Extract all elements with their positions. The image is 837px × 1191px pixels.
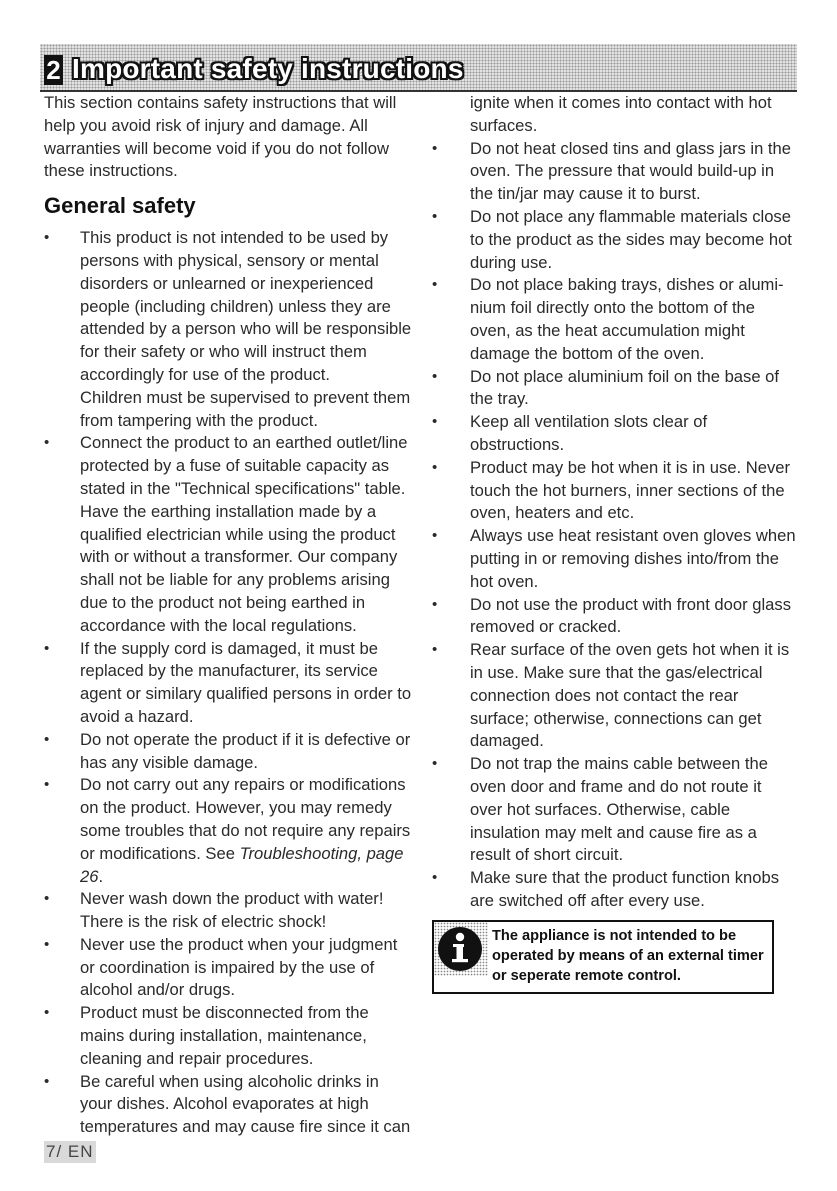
continued-text: ignite when it comes into contact with hot surfaces. (470, 93, 772, 135)
list-item-text: If the supply cord is damaged, it must be replaced by the manufacturer, its service agent or similary qualified persons in order to avoid a hazard. (80, 638, 412, 726)
list-item (44, 227, 414, 432)
list-item-text: Never wash down the product with water! There is the risk of electric shock! (80, 889, 384, 932)
info-icon (434, 922, 488, 976)
list-item: • Rear surface of the oven gets hot when it is in use. Make sure that the gas/electrical connection does not contact the rear surface; otherwise, connections can get damaged. (432, 639, 798, 753)
list-item (44, 1002, 414, 1070)
info-note-box (432, 920, 774, 994)
list-item: • Do not place baking trays, dishes or alumi-nium foil directly onto the bottom of the oven, as the heat accumulation might damage the bottom of the oven. (432, 274, 798, 365)
list-item-text: Never use the product when your judgment or coordination is impaired by the use of alcohol and/or drugs. (80, 934, 398, 1000)
list-item (44, 888, 414, 934)
troubleshooting-reference: Troubleshooting, page 26 (80, 843, 404, 886)
list-item-text: Do not operate the product if it is defective or has any visible damage. (80, 729, 411, 772)
list-item (44, 774, 414, 888)
list-item (44, 1071, 414, 1139)
list-item-text: Connect the product to an earthed outlet/line protected by a fuse of suitable capacity as stated in the "Technical specifications" table. Have the earthing installation made by a qualified electrician while using the product with or without a transformer. Our company shall not be liable for any problems arising due to the product not being earthed in accordance with the local regulations. (80, 433, 408, 635)
list-item (44, 934, 414, 1002)
list-item: • Do not place any flammable materials close to the product as the sides may become hot during use. (432, 206, 798, 274)
page-title: Important safety instructions (72, 53, 464, 84)
intro-paragraph: This section contains safety instructions that will help you avoid risk of injury and damage. All warranties will become void if you do not follow these instructions. (44, 93, 397, 181)
left-column (44, 92, 414, 1139)
list-item: • Keep all ventilation slots clear of obstructions. (432, 411, 798, 457)
list-item-extra: Children must be supervised to prevent them from tampering with the product. (80, 387, 411, 430)
section-number-badge: 2 (44, 55, 63, 85)
list-item (44, 729, 414, 775)
list-item: • Product may be hot when it is in use. Never touch the hot burners, inner sections of the oven, heaters and etc. (432, 457, 798, 525)
list-item-text: This product is not intended to be used by persons with physical, sensory or mental disorders or unlearned or inexperienced people (including children) unless they are attended by a person who will be responsible for their safety or who will instruct them accordingly for use of the product. (80, 228, 412, 384)
note-text: The appliance is not intended to be operated by means of an external timer or seperate remote control. (492, 927, 764, 984)
list-item: • Do not trap the mains cable between the oven door and frame and do not route it over hot surfaces. Otherwise, cable insulation may melt and cause fire as a result of short circuit. (432, 753, 798, 867)
right-column (432, 92, 798, 994)
list-item: • Do not heat closed tins and glass jars in the oven. The pressure that would build-up in the tin/jar may cause it to burst. (432, 138, 798, 206)
right-bullet-list (432, 138, 798, 913)
list-item (44, 638, 414, 729)
general-safety-heading: General safety (44, 193, 196, 219)
left-bullet-list (44, 227, 414, 1139)
list-item-text: Be careful when using alcoholic drinks in your dishes. Alcohol evaporates at high temperatures and may cause fire since it can (80, 1071, 411, 1137)
list-item: • Make sure that the product function knobs are switched off after every use. (432, 867, 798, 913)
list-item: • Do not place aluminium foil on the base of the tray. (432, 366, 798, 412)
list-item: • Always use heat resistant oven gloves when putting in or removing dishes into/from the hot oven. (432, 525, 798, 593)
list-item: • Do not use the product with front door glass removed or cracked. (432, 594, 798, 640)
list-item-text: Product must be disconnected from the mains during installation, maintenance, cleaning and repair procedures. (80, 1003, 369, 1068)
list-item-tail: . (98, 866, 104, 886)
page-number: 7/ EN (46, 1142, 94, 1161)
list-item (44, 432, 414, 637)
list-item-text: Do not carry out any repairs or modifications on the product. However, you may remedy some troubles that do not require any repairs or modifications. See (80, 775, 411, 863)
